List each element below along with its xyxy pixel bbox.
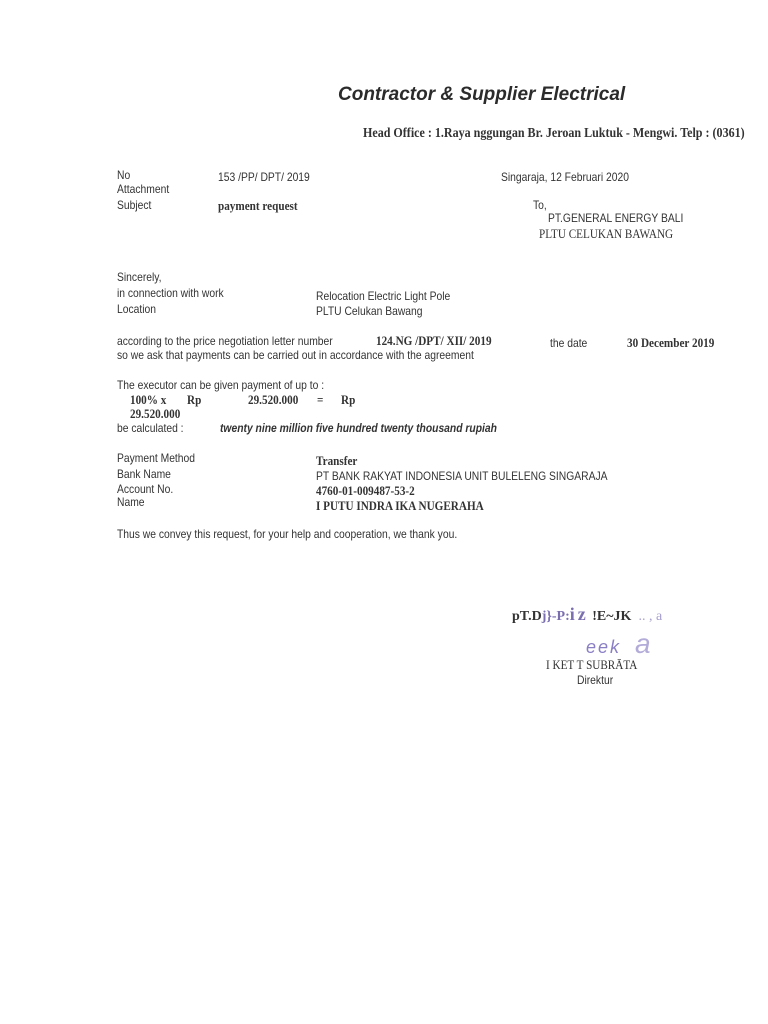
agreement-text: so we ask that payments can be carried out in accordance with the agreement: [117, 348, 474, 362]
signer-name: [546, 657, 637, 673]
location-label: Location: [117, 302, 157, 316]
place-date: Singaraja, 12 Februari 2020: [501, 170, 629, 184]
no-value: 153 /PP/ DPT/ 2019: [218, 170, 310, 184]
date-value: 30 December 2019: [627, 335, 715, 350]
account-name-value: I PUTU INDRA IKA NUGERAHA: [316, 498, 484, 513]
location-value: PLTU Celukan Bawang: [316, 304, 423, 318]
company-title: Contractor & Supplier Electrical: [338, 84, 626, 105]
calc-amount: 29.520.000: [248, 392, 299, 407]
recipient-site: PLTU CELUKAN BAWANG: [539, 226, 674, 241]
scribble-part-e: .. , a: [638, 609, 663, 624]
work-value: Relocation Electric Light Pole: [316, 289, 451, 303]
recipient-company: PT.GENERAL ENERGY BALI: [548, 211, 684, 225]
calc-percent: 100% x: [130, 392, 167, 407]
recipient-to: To,: [533, 198, 547, 212]
scribble-part-a: pT.D: [512, 609, 542, 624]
account-no-label: Account No.: [117, 482, 174, 496]
scribble-part-d: !E~JK: [592, 609, 632, 624]
greeting: Sincerely,: [117, 270, 162, 284]
attachment-label: Attachment: [117, 182, 170, 196]
negotiation-text: according to the price negotiation letter number: [117, 334, 333, 348]
account-no-value: 4760-01-009487-53-2: [316, 483, 415, 498]
signature-scribble: [512, 604, 662, 625]
executor-text: The executor can be given payment of up to :: [117, 378, 325, 392]
signature-mark-text: eek: [586, 637, 622, 657]
calc-rp-2: Rp: [341, 392, 356, 407]
head-office-address: Head Office : 1.Raya nggungan Br. Jeroan Luktuk - Mengwi. Telp : (0361): [363, 126, 745, 141]
subject-label: Subject: [117, 198, 152, 212]
letter-number: 124.NG /DPT/ XII/ 2019: [376, 333, 492, 348]
signature-mark: [586, 628, 653, 660]
closing-text: Thus we convey this request, for your help and cooperation, we thank you.: [117, 527, 458, 541]
signature-mark-letter: a: [635, 628, 653, 659]
bank-name-value: PT BANK RAKYAT INDONESIA UNIT BULELENG SINGARAJA: [316, 469, 608, 483]
calc-rp-1: Rp: [187, 392, 202, 407]
calc-equals: =: [317, 392, 324, 407]
no-label: No: [117, 168, 131, 182]
signer-name-text: I KET T SUBRĀTA: [546, 657, 638, 672]
payment-method-value: Transfer: [316, 453, 358, 468]
subject-value: payment request: [218, 198, 298, 213]
scribble-part-c: iz: [569, 604, 589, 624]
signer-role: Direktur: [577, 673, 614, 687]
payment-method-label: Payment Method: [117, 451, 196, 465]
account-name-label: Name: [117, 495, 145, 509]
date-label: the date: [550, 336, 588, 350]
total-amount: 29.520.000: [130, 406, 181, 421]
work-label: in connection with work: [117, 286, 224, 300]
scribble-part-b: j}-P:: [541, 609, 570, 624]
bank-name-label: Bank Name: [117, 467, 171, 481]
calculated-label: be calculated :: [117, 421, 184, 435]
amount-in-words: twenty nine million five hundred twenty thousand rupiah: [220, 421, 497, 435]
